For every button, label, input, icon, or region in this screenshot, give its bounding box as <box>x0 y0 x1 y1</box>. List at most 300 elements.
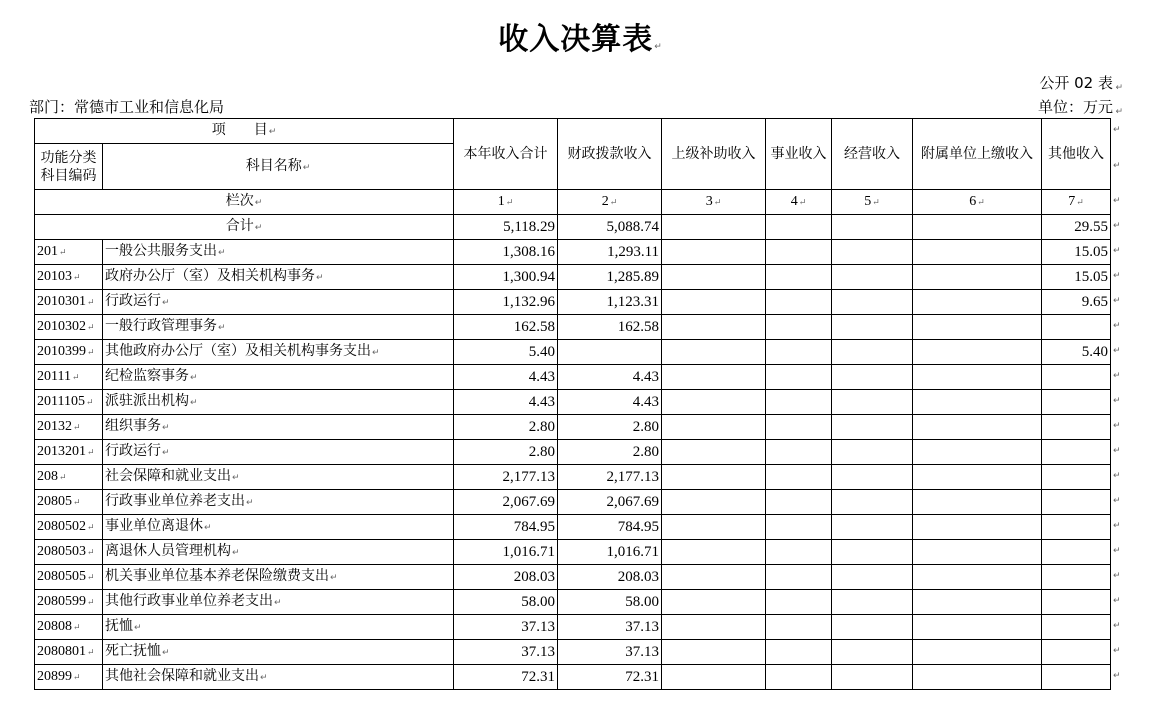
total-business <box>766 215 832 240</box>
row-end-mark: ↵ <box>1113 421 1121 431</box>
paragraph-mark: ↵ <box>87 597 95 607</box>
paragraph-mark: ↵ <box>1076 197 1084 207</box>
value-total <box>454 615 558 640</box>
paragraph-mark: ↵ <box>1115 107 1123 117</box>
row-end-mark: ↵ <box>1113 546 1121 556</box>
subject-name <box>103 415 454 440</box>
paragraph-mark: ↵ <box>162 648 170 658</box>
value-affiliated <box>913 615 1042 640</box>
subject-name <box>103 515 454 540</box>
paragraph-mark: ↵ <box>190 373 198 383</box>
subject-name <box>103 615 454 640</box>
subject-name-text: 其他行政事业单位养老支出 <box>105 593 273 609</box>
subject-name <box>103 340 454 365</box>
paragraph-mark: ↵ <box>73 622 81 632</box>
value-affiliated <box>913 290 1042 315</box>
value-total <box>454 490 558 515</box>
value-superior <box>662 515 766 540</box>
paragraph-mark: ↵ <box>87 647 95 657</box>
table-row <box>35 440 1111 465</box>
value-total <box>454 440 558 465</box>
seq-number-text: 6 <box>969 194 977 209</box>
value-affiliated <box>913 515 1042 540</box>
seq-number-text: 4 <box>790 194 798 209</box>
row-end-mark: ↵ <box>1113 496 1121 506</box>
subject-code-text: 2010301 <box>37 294 86 309</box>
col-header-superior: 上级补助收入 <box>662 119 766 190</box>
value-total-text: 1,016.71 <box>502 544 556 560</box>
value-other <box>1042 540 1111 565</box>
value-business <box>766 315 832 340</box>
paragraph-mark: ↵ <box>713 197 722 207</box>
paragraph-mark: ↵ <box>232 473 240 483</box>
subject-name-text: 事业单位离退休 <box>105 518 203 534</box>
value-business <box>766 640 832 665</box>
seq-label-text: 栏次 <box>225 193 254 209</box>
value-operating <box>832 640 913 665</box>
value-other-text: 5.40 <box>1081 344 1109 360</box>
value-other <box>1042 240 1111 265</box>
name-header-label: 科目名称 <box>245 157 302 174</box>
subject-name <box>103 440 454 465</box>
value-affiliated <box>913 440 1042 465</box>
table-row <box>35 240 1111 265</box>
value-other <box>1042 640 1111 665</box>
value-affiliated <box>913 415 1042 440</box>
value-superior <box>662 365 766 390</box>
value-other <box>1042 265 1111 290</box>
value-affiliated <box>913 240 1042 265</box>
seq-number-text: 5 <box>864 194 872 209</box>
value-total-text: 58.00 <box>521 594 556 610</box>
row-end-mark: ↵ <box>1113 646 1121 656</box>
value-business <box>766 440 832 465</box>
subject-code-text: 201 <box>37 244 58 259</box>
subject-code-text: 2080505 <box>37 569 86 584</box>
paragraph-mark: ↵ <box>302 162 311 173</box>
value-superior <box>662 315 766 340</box>
value-fiscal <box>558 290 662 315</box>
row-end-mark: ↵ <box>1113 446 1121 456</box>
subject-code-text: 2013201 <box>37 444 86 459</box>
value-fiscal-text: 2.80 <box>632 419 660 435</box>
value-business <box>766 240 832 265</box>
value-other-text: 9.65 <box>1081 294 1109 310</box>
subject-name <box>103 665 454 690</box>
subject-name <box>103 240 454 265</box>
subject-code <box>35 565 103 590</box>
paragraph-mark: ↵ <box>73 272 81 282</box>
paragraph-mark: ↵ <box>85 397 94 407</box>
paragraph-mark: ↵ <box>654 42 663 52</box>
value-fiscal <box>558 340 662 365</box>
table-row <box>35 615 1111 640</box>
value-total <box>454 265 558 290</box>
form-number <box>1039 72 1123 93</box>
subject-name-text: 行政运行 <box>105 293 161 309</box>
subject-name <box>103 315 454 340</box>
value-other <box>1042 565 1111 590</box>
row-end-mark: ↵ <box>1113 596 1121 606</box>
value-fiscal <box>558 540 662 565</box>
paragraph-mark: ↵ <box>162 448 170 458</box>
value-fiscal-text: 1,293.11 <box>607 244 660 260</box>
paragraph-mark: ↵ <box>798 197 807 207</box>
value-fiscal-text: 58.00 <box>625 594 660 610</box>
value-fiscal <box>558 490 662 515</box>
value-affiliated <box>913 465 1042 490</box>
value-total <box>454 515 558 540</box>
value-superior <box>662 340 766 365</box>
paragraph-mark: ↵ <box>872 197 880 207</box>
col-header-affiliated: 附属单位上缴收入 <box>913 119 1042 190</box>
value-affiliated <box>913 365 1042 390</box>
paragraph-mark: ↵ <box>87 322 95 332</box>
subject-code <box>35 315 103 340</box>
value-fiscal <box>558 240 662 265</box>
value-operating <box>832 515 913 540</box>
paragraph-mark: ↵ <box>246 498 254 508</box>
value-fiscal-text: 784.95 <box>617 519 660 535</box>
paragraph-mark: ↵ <box>204 523 212 533</box>
paragraph-mark: ↵ <box>372 348 380 358</box>
paragraph-mark: ↵ <box>87 547 95 557</box>
col-header-fiscal: 财政拨款收入 <box>558 119 662 190</box>
paragraph-mark: ↵ <box>330 573 338 583</box>
paragraph-mark: ↵ <box>218 248 226 258</box>
value-fiscal <box>558 590 662 615</box>
value-business <box>766 265 832 290</box>
value-affiliated <box>913 390 1042 415</box>
seq-number <box>558 190 662 215</box>
value-operating <box>832 340 913 365</box>
subject-code-text: 2010399 <box>37 344 86 359</box>
subject-code-text: 20805 <box>37 494 72 509</box>
value-affiliated <box>913 665 1042 690</box>
table-row <box>35 390 1111 415</box>
value-business <box>766 290 832 315</box>
value-total <box>454 590 558 615</box>
value-affiliated <box>913 565 1042 590</box>
row-end-mark: ↵ <box>1113 296 1121 306</box>
table-row <box>35 415 1111 440</box>
subject-name-text: 行政事业单位养老支出 <box>105 493 245 509</box>
total-affiliated <box>913 215 1042 240</box>
value-business <box>766 340 832 365</box>
paragraph-mark: ↵ <box>87 447 95 457</box>
subject-code <box>35 290 103 315</box>
value-operating <box>832 615 913 640</box>
row-end-mark: ↵ <box>1113 246 1121 256</box>
subject-name-text: 死亡抚恤 <box>105 643 161 659</box>
value-fiscal <box>558 365 662 390</box>
subject-code <box>35 590 103 615</box>
paragraph-mark: ↵ <box>73 497 81 507</box>
value-fiscal-text: 37.13 <box>625 619 660 635</box>
value-business <box>766 615 832 640</box>
value-superior <box>662 640 766 665</box>
seq-number <box>832 190 913 215</box>
value-superior <box>662 540 766 565</box>
seq-number <box>766 190 832 215</box>
paragraph-mark: ↵ <box>274 598 282 608</box>
value-business <box>766 565 832 590</box>
subject-code <box>35 515 103 540</box>
row-end-mark: ↵ <box>1113 671 1121 681</box>
subject-code <box>35 665 103 690</box>
subject-code-text: 2011105 <box>37 394 85 409</box>
value-total-text: 37.13 <box>521 619 556 635</box>
subject-name-text: 其他政府办公厅（室）及相关机构事务支出 <box>105 343 371 359</box>
paragraph-mark: ↵ <box>162 423 170 433</box>
value-operating <box>832 315 913 340</box>
value-fiscal-text: 4.43 <box>632 369 660 385</box>
subject-name <box>103 540 454 565</box>
subject-name-text: 派驻派出机构 <box>105 393 189 409</box>
value-business <box>766 540 832 565</box>
value-total <box>454 315 558 340</box>
value-operating <box>832 240 913 265</box>
value-total <box>454 415 558 440</box>
subject-code <box>35 265 103 290</box>
table-row <box>35 490 1111 515</box>
value-superior <box>662 440 766 465</box>
total-operating <box>832 215 913 240</box>
paragraph-mark: ↵ <box>59 472 67 482</box>
subject-name <box>103 490 454 515</box>
code-header: 功能分类科目编码 <box>35 144 103 190</box>
paragraph-mark: ↵ <box>609 197 618 207</box>
paragraph-mark: ↵ <box>254 198 263 208</box>
row-end-mark: ↵ <box>1113 571 1121 581</box>
value-other <box>1042 290 1111 315</box>
value-other <box>1042 490 1111 515</box>
value-fiscal-text: 162.58 <box>617 319 660 335</box>
table-row <box>35 340 1111 365</box>
value-other <box>1042 315 1111 340</box>
paragraph-mark: ↵ <box>73 672 81 682</box>
value-fiscal <box>558 515 662 540</box>
paragraph-mark: ↵ <box>254 223 263 233</box>
paragraph-mark: ↵ <box>134 623 142 633</box>
value-fiscal <box>558 315 662 340</box>
subject-name-text: 其他社会保障和就业支出 <box>105 668 259 684</box>
row-end-mark: ↵ <box>1113 196 1121 206</box>
value-superior <box>662 265 766 290</box>
value-fiscal-text: 2,177.13 <box>606 469 660 485</box>
total-superior <box>662 215 766 240</box>
value-total-text: 784.95 <box>513 519 556 535</box>
total-fiscal <box>558 215 662 240</box>
seq-number-text: 1 <box>497 194 505 209</box>
value-other-text: 15.05 <box>1074 244 1109 260</box>
subject-name-text: 一般行政管理事务 <box>105 318 217 334</box>
total-row <box>35 215 1111 240</box>
value-fiscal-text: 2.80 <box>632 444 660 460</box>
paragraph-mark: ↵ <box>87 297 95 307</box>
value-affiliated <box>913 315 1042 340</box>
seq-label <box>35 190 454 215</box>
value-fiscal-text: 4.43 <box>632 394 660 410</box>
subject-code <box>35 390 103 415</box>
subject-code <box>35 340 103 365</box>
value-total <box>454 540 558 565</box>
table-row <box>35 465 1111 490</box>
value-fiscal-text: 1,123.31 <box>606 294 660 310</box>
subject-code-text: 20899 <box>37 669 72 684</box>
subject-code <box>35 415 103 440</box>
table-row <box>35 590 1111 615</box>
table-row <box>35 265 1111 290</box>
paragraph-mark: ↵ <box>1115 83 1123 93</box>
subject-name-text: 抚恤 <box>105 618 133 634</box>
subject-code-text: 2080503 <box>37 544 86 559</box>
subject-code <box>35 540 103 565</box>
subject-name-text: 行政运行 <box>105 443 161 459</box>
paragraph-mark: ↵ <box>87 522 95 532</box>
paragraph-mark: ↵ <box>71 372 80 382</box>
row-end-mark: ↵ <box>1113 471 1121 481</box>
subject-code-text: 2080502 <box>37 519 86 534</box>
value-business <box>766 515 832 540</box>
value-operating <box>832 590 913 615</box>
value-total-text: 1,308.16 <box>502 244 556 260</box>
value-fiscal <box>558 390 662 415</box>
subject-name-text: 纪检监察事务 <box>105 368 189 384</box>
table-row <box>35 540 1111 565</box>
row-end-mark: ↵ <box>1113 271 1121 281</box>
value-fiscal <box>558 415 662 440</box>
value-other <box>1042 340 1111 365</box>
subject-code-text: 20103 <box>37 269 72 284</box>
value-total <box>454 340 558 365</box>
value-fiscal <box>558 265 662 290</box>
value-total-text: 37.13 <box>521 644 556 660</box>
value-total <box>454 640 558 665</box>
value-other <box>1042 515 1111 540</box>
seq-number <box>1042 190 1111 215</box>
subject-code-text: 20132 <box>37 419 72 434</box>
subject-name <box>103 265 454 290</box>
row-end-mark: ↵ <box>1113 396 1121 406</box>
value-total <box>454 565 558 590</box>
value-total-text: 2,067.69 <box>502 494 556 510</box>
value-superior <box>662 665 766 690</box>
form-number-text: 公开 02 表 <box>1039 74 1113 92</box>
subject-name <box>103 365 454 390</box>
title-text: 收入决算表 <box>498 22 654 57</box>
value-superior <box>662 490 766 515</box>
value-business <box>766 665 832 690</box>
total-label <box>35 215 454 240</box>
value-operating <box>832 665 913 690</box>
seq-row <box>35 190 1111 215</box>
value-other <box>1042 440 1111 465</box>
row-end-mark: ↵ <box>1113 160 1121 171</box>
value-other <box>1042 390 1111 415</box>
value-other <box>1042 415 1111 440</box>
row-end-mark: ↵ <box>1113 346 1121 356</box>
value-operating <box>832 415 913 440</box>
value-other <box>1042 465 1111 490</box>
subject-name-text: 社会保障和就业支出 <box>105 468 231 484</box>
table-row <box>35 565 1111 590</box>
value-other-text: 15.05 <box>1074 269 1109 285</box>
value-operating <box>832 540 913 565</box>
value-total-text: 4.43 <box>528 394 556 410</box>
table-row <box>35 365 1111 390</box>
total-fiscal-text: 5,088.74 <box>606 219 660 235</box>
paragraph-mark: ↵ <box>87 347 95 357</box>
subject-code <box>35 440 103 465</box>
seq-number-text: 7 <box>1068 194 1076 209</box>
paragraph-mark: ↵ <box>268 127 277 137</box>
value-fiscal-text: 1,016.71 <box>606 544 660 560</box>
subject-code-text: 2010302 <box>37 319 86 334</box>
total-other-text: 29.55 <box>1074 219 1109 235</box>
subject-code <box>35 240 103 265</box>
seq-number <box>662 190 766 215</box>
subject-name <box>103 465 454 490</box>
item-header-label: 项 目 <box>211 122 268 138</box>
value-fiscal-text: 72.31 <box>625 669 660 685</box>
paragraph-mark: ↵ <box>59 247 67 257</box>
value-total-text: 208.03 <box>513 569 556 585</box>
value-operating <box>832 465 913 490</box>
value-fiscal-text: 208.03 <box>617 569 660 585</box>
seq-number-text: 3 <box>705 194 713 209</box>
name-header <box>103 144 454 190</box>
value-total-text: 2.80 <box>528 444 556 460</box>
value-affiliated <box>913 590 1042 615</box>
value-fiscal <box>558 440 662 465</box>
subject-name <box>103 590 454 615</box>
value-other <box>1042 365 1111 390</box>
total-total-text: 5,118.29 <box>503 219 556 235</box>
subject-code-text: 20808 <box>37 619 72 634</box>
paragraph-mark: ↵ <box>218 323 226 333</box>
value-business <box>766 415 832 440</box>
page-title <box>0 14 1161 58</box>
col-header-business: 事业收入 <box>766 119 832 190</box>
value-total <box>454 290 558 315</box>
value-business <box>766 365 832 390</box>
value-superior <box>662 565 766 590</box>
subject-code-text: 20111 <box>37 369 71 384</box>
value-superior <box>662 615 766 640</box>
value-total <box>454 240 558 265</box>
paragraph-mark: ↵ <box>316 273 324 283</box>
value-total-text: 72.31 <box>521 669 556 685</box>
value-total-text: 2.80 <box>528 419 556 435</box>
value-business <box>766 465 832 490</box>
table-row <box>35 640 1111 665</box>
value-total-text: 4.43 <box>528 369 556 385</box>
value-total <box>454 390 558 415</box>
row-end-mark: ↵ <box>1113 521 1121 531</box>
col-header-operating: 经营收入 <box>832 119 913 190</box>
value-fiscal <box>558 565 662 590</box>
value-other <box>1042 665 1111 690</box>
income-final-accounts-table <box>34 118 1111 690</box>
subject-name <box>103 565 454 590</box>
seq-number-text: 2 <box>601 194 609 209</box>
table-row <box>35 515 1111 540</box>
subject-name-text: 一般公共服务支出 <box>105 243 217 259</box>
value-fiscal <box>558 665 662 690</box>
paragraph-mark: ↵ <box>232 548 240 558</box>
paragraph-mark: ↵ <box>505 197 514 207</box>
